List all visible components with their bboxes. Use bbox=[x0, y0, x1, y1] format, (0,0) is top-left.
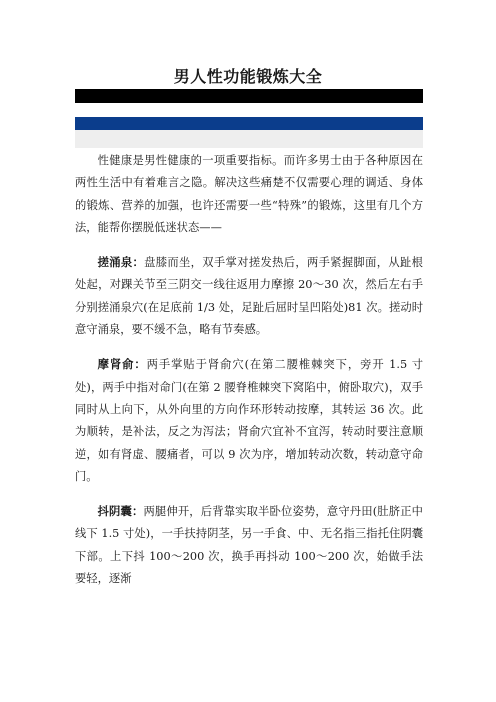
section-body: 两腿伸开，后背靠实取半卧位姿势，意守丹田(肚脐正中线下 1.5 寸处)，一手扶持阴茎，另一手食、中、无名指三指托住阴囊下部。上下抖 100～200 次，换手再抖动 100～200 次，始做手法要轻，逐渐 bbox=[75, 505, 423, 586]
section-paragraph bbox=[75, 353, 423, 488]
header-band-blue bbox=[75, 117, 423, 130]
intro-paragraph: 性健康是男性健康的一项重要指标。而许多男士由于各种原因在两性生活中有着难言之隐。解决这些痛楚不仅需要心理的调适、身体的锻炼、营养的加强，也许还需要一些“特殊”的锻炼，这里有几个方法，能帮你摆脱低迷状态—— bbox=[75, 154, 423, 234]
section-paragraph bbox=[75, 500, 423, 590]
section-heading: 抖阴囊： bbox=[97, 504, 144, 519]
section-heading: 摩肾俞： bbox=[97, 357, 147, 372]
page-title: 男人性功能锻炼大全 bbox=[173, 67, 323, 86]
article-body bbox=[75, 150, 423, 602]
header-band-gray bbox=[75, 130, 423, 148]
section-paragraph bbox=[75, 251, 423, 341]
header-band-black bbox=[75, 89, 423, 103]
section-heading: 搓涌泉： bbox=[97, 255, 145, 270]
section-body: 盘膝而坐，双手掌对搓发热后，两手紧握脚面，从趾根处起，对踝关节至三阴交一线往返用力摩擦 20～30 次，然后左右手分别搓涌泉穴(在足底前 1/3 处，足趾后屈时呈凹陷处)81 次。搓动时意守涌泉，要不缓不急，略有节奏感。 bbox=[75, 256, 423, 337]
section-body: 两手掌贴于肾俞穴(在第二腰椎棘突下，旁开 1.5 寸处)，两手中指对命门(在第 2 腰脊椎棘突下窝陷中，俯卧取穴)，双手同时从上向下，从外向里的方向作环形转动按摩，其转运 36 次。此为顺转，是补法，反之为泻法；肾俞穴宜补不宜泻，转动时要注意顺逆，如有肾虚、腰痛者，可以 9 次为序，增加转动次数，转动意守命门。 bbox=[75, 358, 423, 483]
